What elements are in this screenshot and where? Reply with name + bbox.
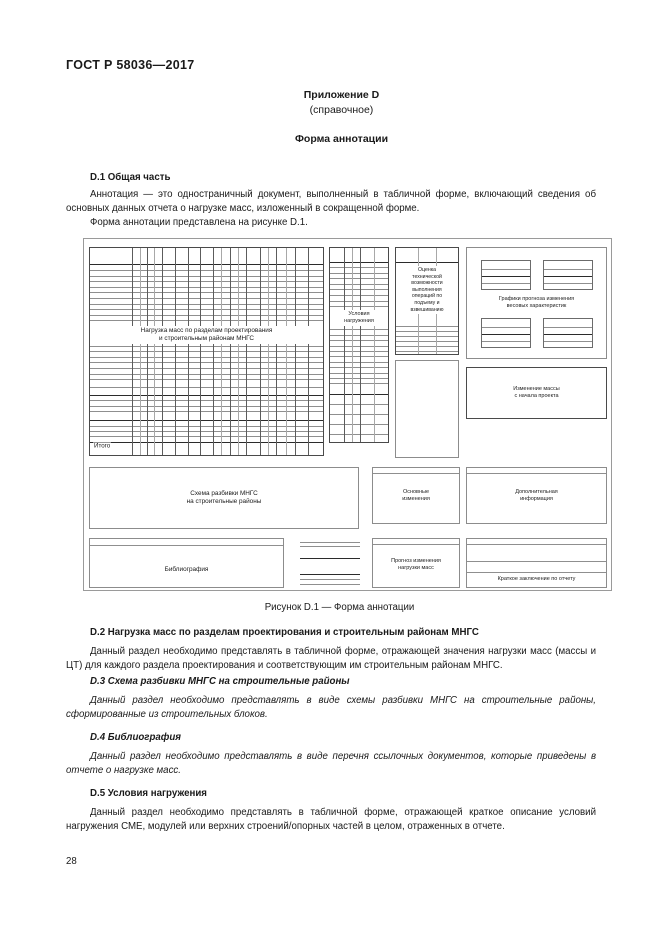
standard-id: ГОСТ Р 58036—2017: [66, 58, 195, 72]
table-rule-horizontal: [90, 292, 323, 293]
table-rule-vertical: [213, 248, 214, 455]
table-rule-horizontal: [90, 287, 323, 288]
figure-label-loading-conditions: Условия нагружения: [330, 310, 388, 326]
table-rule-vertical: [200, 248, 201, 455]
figure-caption: Рисунок D.1 — Форма аннотации: [264, 602, 415, 613]
table-rule-horizontal: [90, 320, 323, 321]
table-rule-vertical: [175, 248, 176, 455]
table-rule-horizontal: [330, 434, 388, 435]
table-rule-vertical: [132, 248, 133, 455]
table-rule-horizontal: [90, 368, 323, 369]
figure-block-short-conclusion: [466, 538, 607, 588]
table-rule-horizontal: [330, 383, 388, 384]
table-rule-horizontal: [330, 424, 388, 425]
table-rule-horizontal: [330, 335, 388, 336]
figure-label-main-changes: Основные изменения: [373, 488, 459, 504]
table-rule-horizontal: [330, 367, 388, 368]
section-paragraph-d1-2: Форма аннотации представлена на рисунке D.1.: [90, 217, 308, 228]
section-paragraph-d1-1: Аннотация — это одностраничный документ, выполненный в табличной форме, включающий сведения об основных данных отчета о нагрузке масс, изложенный в сокращенной форме.: [66, 189, 596, 215]
table-rule-horizontal: [330, 306, 388, 307]
table-rule-horizontal: [90, 406, 323, 407]
table-rule-horizontal: [330, 346, 388, 347]
figure-annotation-form: [83, 238, 612, 591]
table-rule-horizontal: [330, 373, 388, 374]
table-rule-horizontal: [330, 394, 388, 395]
table-rule-vertical: [162, 248, 163, 455]
table-rule-horizontal: [90, 431, 323, 432]
figure-block-rule-lines: [300, 538, 360, 588]
figure-block-forecast-charts: [466, 247, 607, 359]
section-paragraph-d3: Данный раздел необходимо представлять в виде схемы разбивки МНГС на строительные районы, сформированные из строительных блоков.: [66, 695, 596, 721]
table-rule-vertical: [230, 248, 231, 455]
table-rule-vertical: [295, 248, 296, 455]
table-rule-horizontal: [330, 362, 388, 363]
section-paragraph-d2: Данный раздел необходимо представлять в табличной форме, отражающей значения нагрузки масс (массы и ЦТ) для каждого раздела проектирования и соответствующим им строительным районам МНГС.: [66, 646, 596, 672]
table-rule-vertical: [140, 248, 141, 455]
table-rule-horizontal: [396, 346, 458, 347]
figure-block-mass-forecast: [372, 538, 460, 588]
table-rule-horizontal: [396, 336, 458, 337]
figure-chart-placeholder-1: [481, 260, 531, 290]
table-rule-horizontal: [90, 276, 323, 277]
figure-block-main-changes: [372, 467, 460, 524]
table-rule-vertical: [308, 248, 309, 455]
table-rule-horizontal: [90, 270, 323, 271]
table-rule-horizontal: [90, 309, 323, 310]
figure-label-mass-forecast: Прогноз изменения нагрузки масс: [373, 557, 459, 573]
figure-chart-placeholder-2: [543, 260, 593, 290]
figure-block-mass-change: [466, 367, 607, 419]
table-rule-horizontal: [396, 326, 458, 327]
table-rule-horizontal: [396, 341, 458, 342]
table-rule-horizontal: [90, 357, 323, 358]
table-rule-vertical: [352, 248, 353, 442]
table-rule-horizontal: [330, 289, 388, 290]
figure-label-mass-change: Изменение массы с начала проекта: [467, 385, 606, 401]
table-rule-horizontal: [396, 331, 458, 332]
table-rule-vertical: [188, 248, 189, 455]
table-rule-horizontal: [90, 281, 323, 282]
appendix-subtitle: (справочное): [309, 104, 374, 116]
table-rule-horizontal: [90, 379, 323, 380]
table-rule-horizontal: [330, 329, 388, 330]
figure-label-short-conclusion: Краткое заключение по отчету: [467, 575, 606, 584]
table-rule-vertical: [238, 248, 239, 455]
page-number: 28: [66, 856, 77, 867]
figure-chart-placeholder-3: [481, 318, 531, 348]
table-rule-horizontal: [90, 436, 323, 437]
table-rule-vertical: [147, 248, 148, 455]
figure-label-bibliography: Библиография: [90, 565, 283, 575]
table-rule-vertical: [286, 248, 287, 455]
table-rule-horizontal: [90, 387, 323, 388]
section-heading-d3: D.3 Схема разбивки МНГС на строительные районы: [90, 676, 350, 687]
table-rule-horizontal: [90, 395, 323, 396]
section-heading-d1: D.1 Общая часть: [90, 172, 171, 183]
table-rule-horizontal: [330, 356, 388, 357]
figure-block-layout-scheme: [89, 467, 359, 529]
section-heading-d2: D.2 Нагрузка масс по разделам проектирования и строительным районам МНГС: [90, 627, 479, 638]
table-rule-vertical: [374, 248, 375, 442]
table-rule-vertical: [246, 248, 247, 455]
figure-label-additional-info: Дополнительная информация: [467, 488, 606, 504]
figure-label-total-row: Итого: [94, 442, 111, 450]
figure-block-bibliography: [89, 538, 284, 588]
form-title: Форма аннотации: [294, 133, 389, 145]
table-rule-horizontal: [330, 273, 388, 274]
table-rule-horizontal: [90, 304, 323, 305]
figure-label-forecast-charts: Графики прогноза изменения весовых характеристик: [467, 295, 606, 311]
table-rule-horizontal: [90, 420, 323, 421]
section-paragraph-d4: Данный раздел необходимо представлять в виде перечня ссылочных документов, которые приведены в отчете о нагрузке масс.: [66, 751, 596, 777]
table-rule-horizontal: [330, 404, 388, 405]
table-rule-horizontal: [90, 442, 323, 443]
section-heading-d5: D.5 Условия нагружения: [90, 788, 207, 799]
table-rule-horizontal: [330, 262, 388, 263]
table-rule-horizontal: [90, 362, 323, 363]
table-rule-vertical: [154, 248, 155, 455]
table-rule-vertical: [268, 248, 269, 455]
figure-block-loading-conditions: [329, 247, 389, 443]
table-rule-horizontal: [330, 351, 388, 352]
figure-label-tech-feasibility: Оценка технической возможности выполнения операций по подъему и взвешиванию: [396, 266, 458, 314]
figure-label-mass-load-table: Нагрузка масс по разделам проектирования и строительным районам МНГС: [90, 326, 323, 344]
figure-chart-placeholder-4: [543, 318, 593, 348]
table-rule-horizontal: [330, 301, 388, 302]
table-rule-vertical: [276, 248, 277, 455]
figure-block-mass-load-table: [89, 247, 324, 456]
table-rule-horizontal: [330, 295, 388, 296]
table-rule-horizontal: [90, 315, 323, 316]
table-rule-horizontal: [330, 378, 388, 379]
table-rule-horizontal: [330, 414, 388, 415]
table-rule-horizontal: [90, 351, 323, 352]
table-rule-horizontal: [90, 374, 323, 375]
figure-block-tech-feasibility: [395, 247, 459, 355]
appendix-heading: [0, 88, 661, 118]
table-rule-horizontal: [330, 267, 388, 268]
section-paragraph-d5: Данный раздел необходимо представлять в табличной форме, отражающей краткое описание условий нагружения СМЕ, модулей или верхних строений/опорных частей в целом, отраженных в отчете.: [66, 807, 596, 833]
table-rule-horizontal: [90, 346, 323, 347]
table-rule-vertical: [344, 248, 345, 442]
table-rule-vertical: [360, 248, 361, 442]
table-rule-horizontal: [330, 284, 388, 285]
table-rule-horizontal: [330, 340, 388, 341]
appendix-title: Приложение D: [303, 89, 380, 101]
table-rule-horizontal: [90, 411, 323, 412]
section-heading-d4: D.4 Библиография: [90, 732, 181, 743]
table-rule-vertical: [260, 248, 261, 455]
figure-block-blank-under-tech: [395, 360, 459, 458]
table-rule-horizontal: [396, 351, 458, 352]
table-rule-horizontal: [90, 426, 323, 427]
table-rule-horizontal: [396, 262, 458, 263]
table-rule-vertical: [221, 248, 222, 455]
figure-label-layout-scheme: Схема разбивки МНГС на строительные районы: [90, 489, 358, 507]
table-rule-horizontal: [90, 400, 323, 401]
table-rule-horizontal: [90, 264, 323, 265]
table-rule-horizontal: [90, 298, 323, 299]
figure-block-additional-info: [466, 467, 607, 524]
table-rule-horizontal: [330, 278, 388, 279]
